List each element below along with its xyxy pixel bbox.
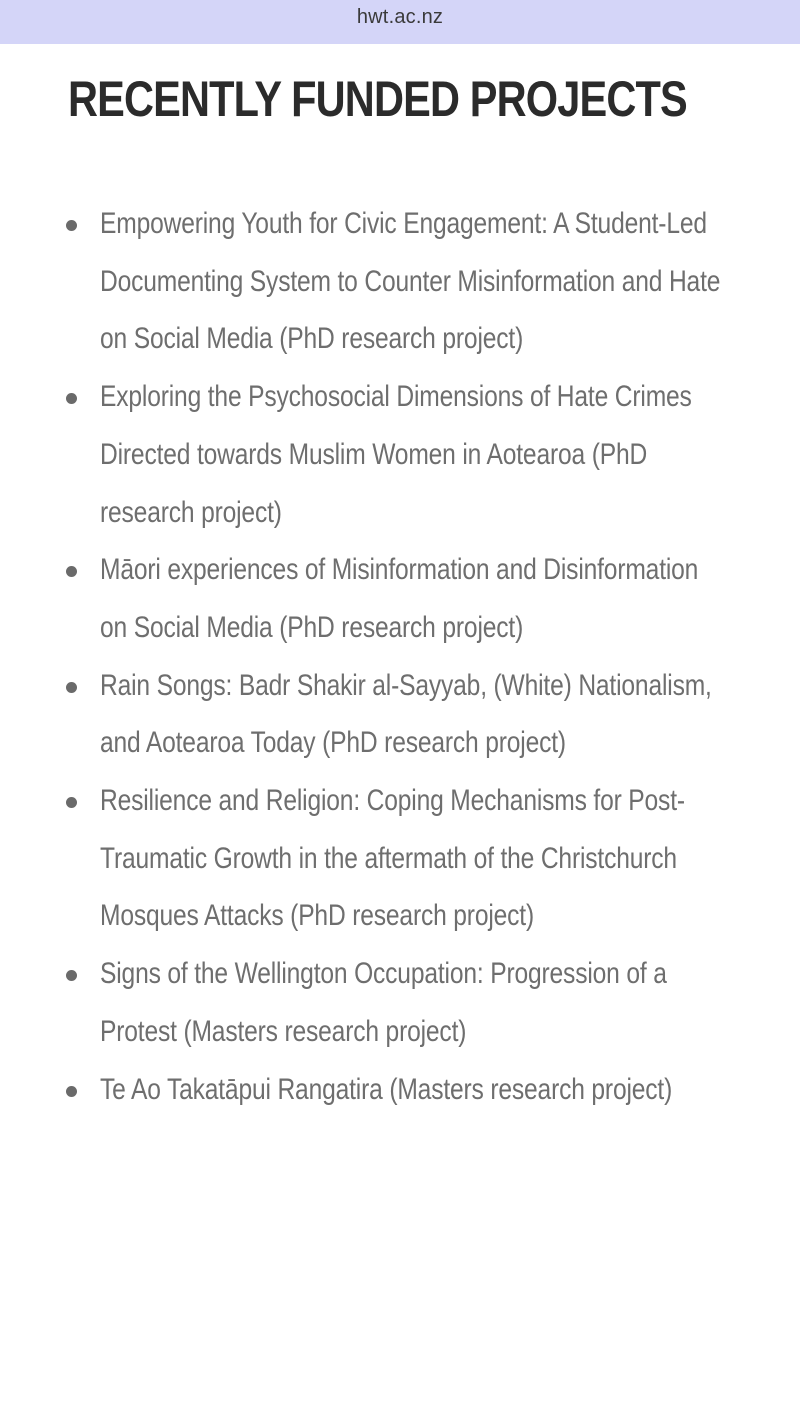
- url-text: hwt.ac.nz: [356, 5, 444, 28]
- bullet-icon: [66, 393, 77, 404]
- bullet-icon: [66, 970, 77, 981]
- project-item: [0, 368, 800, 541]
- project-title: Te Ao Takatāpui Rangatira (Masters research project): [100, 1072, 673, 1106]
- project-title: Rain Songs: Badr Shakir al-Sayyab, (White) Nationalism, and Aotearoa Today (PhD research project): [100, 668, 712, 760]
- bullet-icon: [66, 220, 77, 231]
- funded-projects-list: [0, 195, 800, 1118]
- section-heading: RECENTLY FUNDED PROJECTS: [68, 71, 687, 127]
- project-item: [0, 945, 800, 1060]
- bullet-icon: [66, 682, 77, 693]
- project-title: Resilience and Religion: Coping Mechanisms for Post-Traumatic Growth in the aftermath of the Christchurch Mosques Attacks (PhD research project): [100, 784, 685, 933]
- browser-address-bar[interactable]: [0, 0, 800, 44]
- bullet-icon: [66, 797, 77, 808]
- project-item: [0, 195, 800, 368]
- project-item: [0, 657, 800, 772]
- bullet-icon: [66, 566, 77, 577]
- bullet-icon: [66, 1086, 77, 1097]
- project-title: Exploring the Psychosocial Dimensions of Hate Crimes Directed towards Muslim Women in Aotearoa (PhD research project): [100, 380, 692, 529]
- project-title: Māori experiences of Misinformation and Disinformation on Social Media (PhD research project): [100, 553, 699, 644]
- project-item: [0, 772, 800, 945]
- project-item: [0, 541, 800, 656]
- project-title: Signs of the Wellington Occupation: Progression of a Protest (Masters research project): [100, 957, 667, 1048]
- project-item: [0, 1061, 800, 1119]
- project-title: Empowering Youth for Civic Engagement: A Student-Led Documenting System to Counter Misinformation and Hate on Social Media (PhD research project): [100, 207, 721, 356]
